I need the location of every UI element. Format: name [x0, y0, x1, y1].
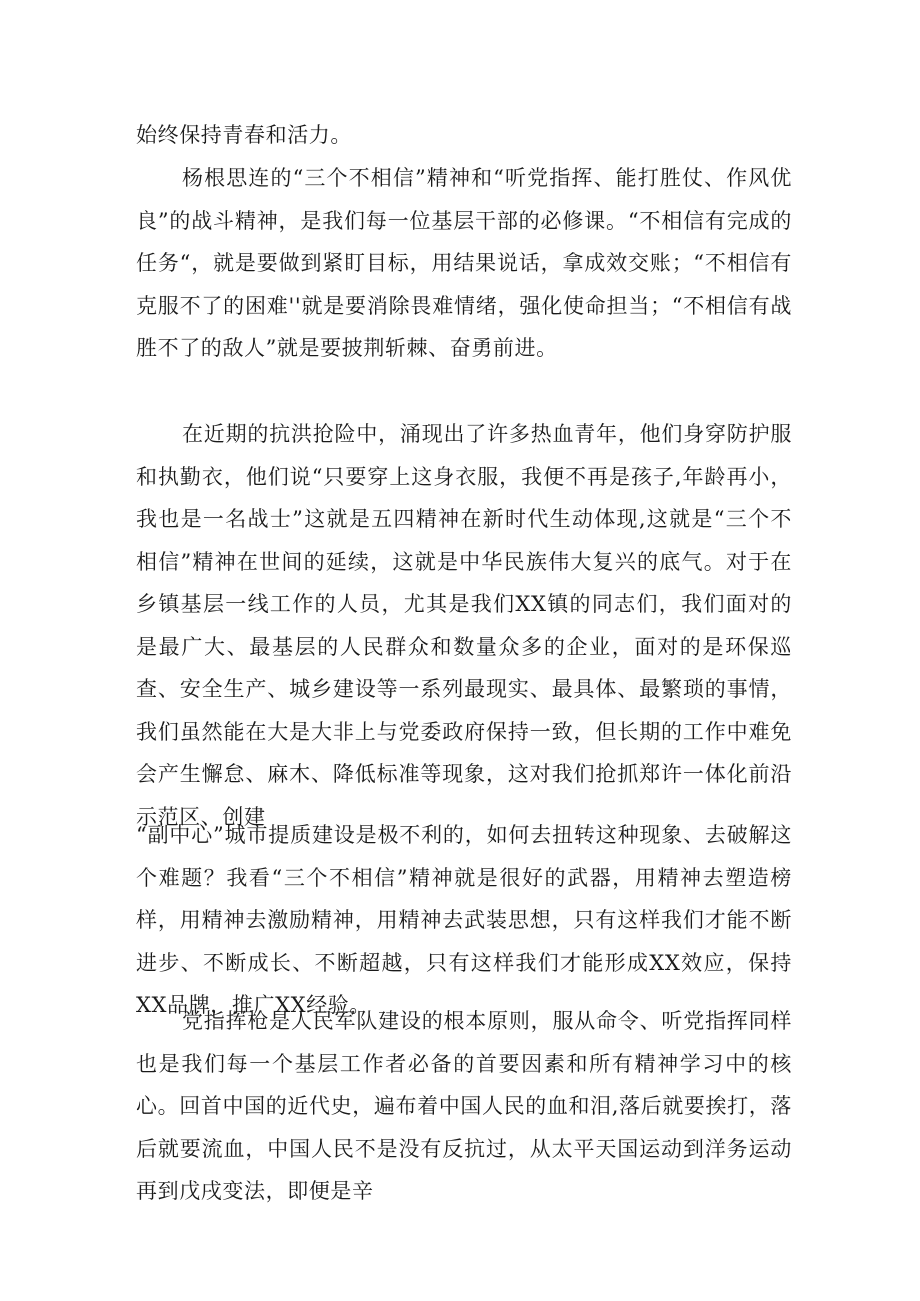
paragraph-party-command: 党指挥枪是人民军队建设的根本原则，服从命令、听党指挥同样也是我们每一个基层工作者必备的首要因素和所有精神学习中的核心。回首中国的近代史，遍布着中国人民的血和泪,落后就要挨打，落后就要流血，中国人民不是没有反抗过，从太平天国运动到洋务运动再到戊戌变法，即便是辛 [136, 1009, 792, 1203]
paragraph-continuation-1: 始终保持青春和活力。 [136, 123, 352, 147]
paragraph-flood-rescue: 在近期的抗洪抢险中，涌现出了许多热血青年，他们身穿防护服和执勤衣，他们说“只要穿上这身衣服，我便不再是孩子,年龄再小，我也是一名战士”这就是五四精神在新时代生动体现,这就是“三个不相信”精神在世间的延续，这就是中华民族伟大复兴的底气。对于在乡镇基层一线工作的人员，尤其是我们XX镇的同志们，我们面对的是最广大、最基层的人民群众和数量众多的企业，面对的是环保巡查、安全生产、城乡建设等一系列最现实、最具体、最繁琐的事情，我们虽然能在大是大非上与党委政府保持一致，但长期的工作中难免会产生懈怠、麻木、降低标准等现象，这对我们抢抓郑许一体化前沿示范区、创建 [136, 422, 792, 829]
paragraph-three-no-beliefs: 杨根思连的“三个不相信”精神和“听党指挥、能打胜仗、作风优良”的战斗精神，是我们每一位基层干部的必修课。“不相信有完成的任务“，就是要做到紧盯目标，用结果说话，拿成效交账；“不相信有克服不了的困难''就是要消除畏难情绪，强化使命担当；“不相信有战胜不了的敌人”就是要披荆斩棘、奋勇前进。 [136, 166, 792, 360]
paragraph-continuation-2: “副中心”城市提质建设是极不利的，如何去扭转这种现象、去破解这个难题？我看“三个不相信”精神就是很好的武器，用精神去塑造榜样，用精神去激励精神，用精神去武装思想，只有这样我们才能不断进步、不断成长、不断超越，只有这样我们才能形成XX效应，保持XX品牌，推广XX经验。 [136, 823, 792, 1017]
